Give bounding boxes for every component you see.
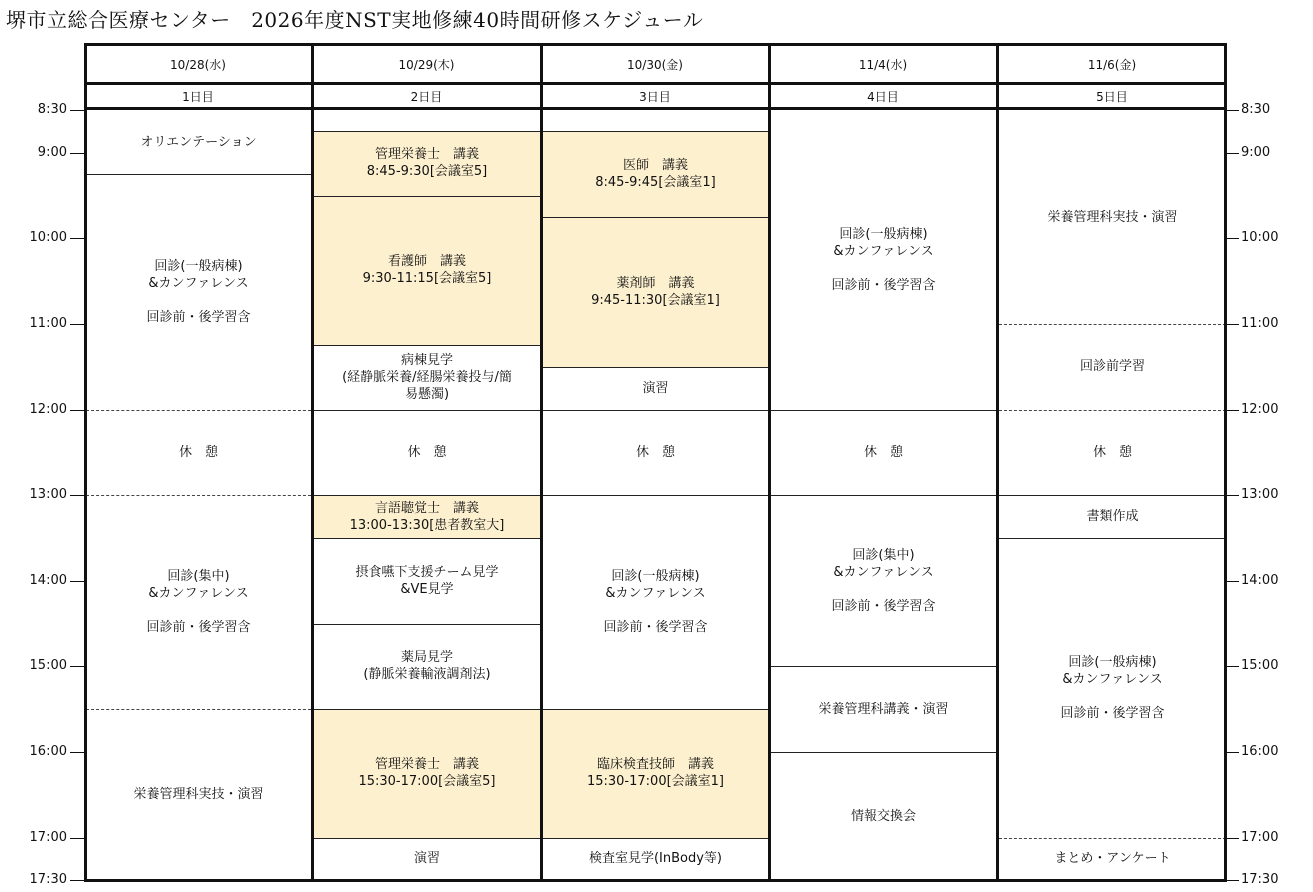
time-tick [1227, 666, 1239, 667]
cell-text: 回診前・後学習含 [831, 598, 936, 614]
day-header: 3日目 [639, 89, 671, 104]
cell-text: 回診前・後学習含 [1060, 705, 1165, 721]
cell-text: (静脈栄養輸液調剤法) [363, 667, 491, 683]
time-label-right: 17:30 [1241, 872, 1279, 888]
time-tick [1227, 324, 1239, 325]
cell-text: 9:30-11:15[会議室5] [362, 271, 492, 287]
cell-text: 回診前・後学習含 [146, 309, 251, 325]
schedule-cell [771, 110, 996, 410]
cell-text: 15:30-17:00[会議室1] [586, 774, 725, 790]
cell-text: &カンファレンス [148, 586, 249, 602]
time-label-left: 17:30 [29, 872, 67, 888]
time-label-left: 12:00 [29, 401, 67, 417]
cell-text: &カンファレンス [1062, 671, 1163, 687]
schedule-cell [86, 709, 311, 880]
time-tick [70, 153, 84, 154]
time-separator [543, 838, 768, 839]
time-label-right: 8:30 [1241, 102, 1271, 117]
time-label-left: 10:00 [29, 230, 67, 246]
time-separator [314, 538, 540, 539]
schedule-cell [771, 410, 996, 496]
time-separator [543, 367, 768, 368]
schedule-cell [86, 495, 311, 709]
cell-text: 易懸濁) [404, 386, 450, 402]
cell-text: 回診前・後学習含 [603, 620, 708, 636]
cell-text: &VE見学 [400, 581, 454, 597]
time-tick [1227, 838, 1239, 839]
cell-text: 臨床検査技師 講義 [596, 757, 714, 773]
time-label-left: 17:00 [29, 829, 67, 845]
column-divider [768, 43, 771, 882]
time-label-left: 15:00 [29, 658, 67, 674]
schedule-cell [314, 345, 540, 409]
cell-text: オリエンテーション [140, 134, 257, 150]
cell-text: 回診(一般病棟) [611, 569, 700, 585]
time-separator [999, 538, 1226, 539]
schedule-cell [999, 538, 1226, 838]
cell-text: 情報交換会 [850, 808, 916, 824]
schedule-cell [543, 709, 768, 837]
cell-text: 15:30-17:00[会議室5] [358, 774, 496, 790]
time-separator [543, 131, 768, 132]
date-header: 10/30(金) [627, 57, 683, 72]
date-header: 11/6(金) [1087, 57, 1137, 72]
cell-text: 検査室見学(InBody等) [588, 851, 723, 867]
schedule-cell [86, 410, 311, 496]
time-separator [314, 495, 540, 496]
date-header: 10/29(木) [398, 57, 455, 72]
cell-text: 休 憩 [407, 444, 447, 460]
cell-text: 栄養管理科実技・演習 [1047, 209, 1178, 225]
time-tick [70, 410, 84, 411]
cell-text: 栄養管理科講義・演習 [818, 701, 949, 717]
schedule-cell [771, 495, 996, 666]
time-label-left: 9:00 [37, 144, 67, 160]
schedule-cell [543, 131, 768, 217]
cell-text: 薬局見学 [400, 650, 453, 666]
schedule-cell [543, 495, 768, 709]
header-divider [84, 82, 1227, 85]
schedule-cell [999, 410, 1226, 496]
date-header: 10/28(水) [170, 57, 226, 72]
cell-text: 9:45-11:30[会議室1] [591, 292, 720, 308]
cell-text: 13:00-13:30[患者教室大] [349, 517, 505, 533]
time-separator [999, 324, 1226, 325]
time-tick [1227, 153, 1239, 154]
time-tick [70, 880, 84, 881]
time-label-right: 17:00 [1241, 829, 1279, 845]
time-tick [70, 838, 84, 839]
cell-text: (経静脈栄養/経腸栄養投与/簡 [342, 369, 512, 385]
cell-text: 休 憩 [863, 444, 903, 460]
schedule-grid [84, 43, 1227, 882]
schedule-cell [314, 624, 540, 710]
time-label-right: 10:00 [1241, 230, 1279, 246]
schedule-cell [543, 838, 768, 881]
cell-text: 回診(集中) [167, 569, 230, 585]
schedule-cell [314, 538, 540, 624]
time-tick [1227, 581, 1239, 582]
cell-text: 休 憩 [178, 444, 218, 460]
schedule-cell [86, 110, 311, 174]
time-separator [999, 495, 1226, 496]
cell-text: 回診前・後学習含 [146, 620, 251, 636]
time-label-right: 9:00 [1241, 144, 1271, 160]
time-label-left: 13:00 [29, 487, 67, 503]
time-tick [1227, 880, 1239, 881]
time-separator [314, 709, 540, 710]
time-tick [1227, 410, 1239, 411]
schedule-cell [543, 410, 768, 496]
time-separator [771, 752, 996, 753]
schedule-cell [999, 838, 1226, 881]
time-tick [70, 581, 84, 582]
cell-text: 演習 [642, 380, 669, 396]
time-separator [314, 838, 540, 839]
time-tick [1227, 110, 1239, 111]
cell-text: 回診前・後学習含 [831, 277, 936, 293]
cell-text: 薬剤師 講義 [616, 275, 695, 291]
time-separator [771, 410, 996, 411]
cell-text: 8:45-9:45[会議室1] [595, 175, 716, 191]
time-separator [543, 410, 768, 411]
time-separator [314, 624, 540, 625]
time-label-left: 14:00 [29, 572, 67, 588]
header-divider [84, 107, 1227, 110]
time-label-left: 8:30 [37, 102, 67, 117]
time-separator [543, 217, 768, 218]
time-label-right: 16:00 [1241, 744, 1279, 759]
cell-text: 演習 [413, 851, 440, 867]
time-separator [771, 495, 996, 496]
time-separator [314, 131, 540, 132]
day-header: 5日目 [1096, 89, 1128, 104]
cell-text: 管理栄養士 講義 [374, 757, 479, 773]
cell-text: &カンファレンス [605, 586, 706, 602]
schedule-cell [771, 752, 996, 880]
time-label-left: 11:00 [29, 316, 67, 331]
cell-text: 休 憩 [635, 444, 675, 460]
schedule-cell [999, 495, 1226, 538]
cell-text: 休 憩 [1092, 444, 1132, 460]
column-divider [311, 43, 314, 882]
time-tick [70, 324, 84, 325]
cell-text: 栄養管理科実技・演習 [133, 787, 264, 803]
column-divider [540, 43, 543, 882]
time-tick [70, 238, 84, 239]
cell-text: &カンファレンス [148, 275, 249, 291]
cell-text: 回診(一般病棟) [839, 226, 928, 242]
schedule-cell [543, 217, 768, 367]
cell-text: 管理栄養士 講義 [374, 147, 479, 163]
time-label-left: 16:00 [29, 744, 67, 759]
cell-text: 摂食嚥下支援チーム見学 [355, 564, 499, 580]
page-title: 堺市立総合医療センター 2026年度NST実地修練40時間研修スケジュール [6, 8, 704, 32]
time-tick [1227, 495, 1239, 496]
schedule-cell [771, 666, 996, 752]
time-separator [543, 709, 768, 710]
time-label-right: 15:00 [1241, 658, 1279, 674]
schedule-cell [543, 367, 768, 410]
time-label-right: 12:00 [1241, 401, 1279, 417]
cell-text: 回診(一般病棟) [154, 258, 243, 274]
time-separator [999, 410, 1226, 411]
time-separator [543, 495, 768, 496]
cell-text: 看護師 講義 [387, 254, 466, 270]
time-tick [70, 110, 84, 111]
cell-text: 回診(集中) [852, 547, 915, 563]
schedule-cell [314, 131, 540, 195]
cell-text: 回診前学習 [1079, 359, 1145, 375]
cell-text: 病棟見学 [400, 352, 453, 368]
schedule-cell [999, 110, 1226, 324]
time-label-right: 13:00 [1241, 487, 1279, 503]
schedule-cell [86, 174, 311, 409]
cell-text: &カンファレンス [833, 243, 934, 259]
cell-text: &カンファレンス [833, 564, 934, 580]
column-divider [996, 43, 999, 882]
schedule-cell [314, 110, 540, 131]
time-separator [314, 345, 540, 346]
cell-text: まとめ・アンケート [1054, 851, 1171, 867]
schedule-cell [314, 838, 540, 881]
time-separator [999, 838, 1226, 839]
time-tick [70, 666, 84, 667]
schedule-cell [314, 196, 540, 346]
time-tick [1227, 752, 1239, 753]
cell-text: 言語聴覚士 講義 [374, 500, 479, 516]
schedule-cell [999, 324, 1226, 410]
day-header: 1日目 [182, 89, 214, 104]
time-label-right: 14:00 [1241, 572, 1279, 588]
date-header: 11/4(水) [858, 57, 908, 72]
time-tick [70, 752, 84, 753]
day-header: 2日目 [410, 89, 443, 104]
time-label-right: 11:00 [1241, 316, 1279, 331]
time-separator [86, 410, 311, 411]
cell-text: 8:45-9:30[会議室5] [366, 164, 488, 180]
time-separator [314, 196, 540, 197]
schedule-cell [314, 410, 540, 496]
time-separator [314, 410, 540, 411]
time-separator [86, 174, 311, 175]
cell-text: 書類作成 [1086, 509, 1139, 525]
cell-text: 医師 講義 [622, 158, 688, 174]
time-tick [70, 495, 84, 496]
time-separator [771, 666, 996, 667]
day-header: 4日目 [867, 89, 899, 104]
time-tick [1227, 238, 1239, 239]
cell-text: 回診(一般病棟) [1068, 654, 1157, 670]
schedule-cell [314, 495, 540, 538]
time-separator [86, 495, 311, 496]
schedule-cell [543, 110, 768, 131]
time-separator [86, 709, 311, 710]
schedule-cell [314, 709, 540, 837]
